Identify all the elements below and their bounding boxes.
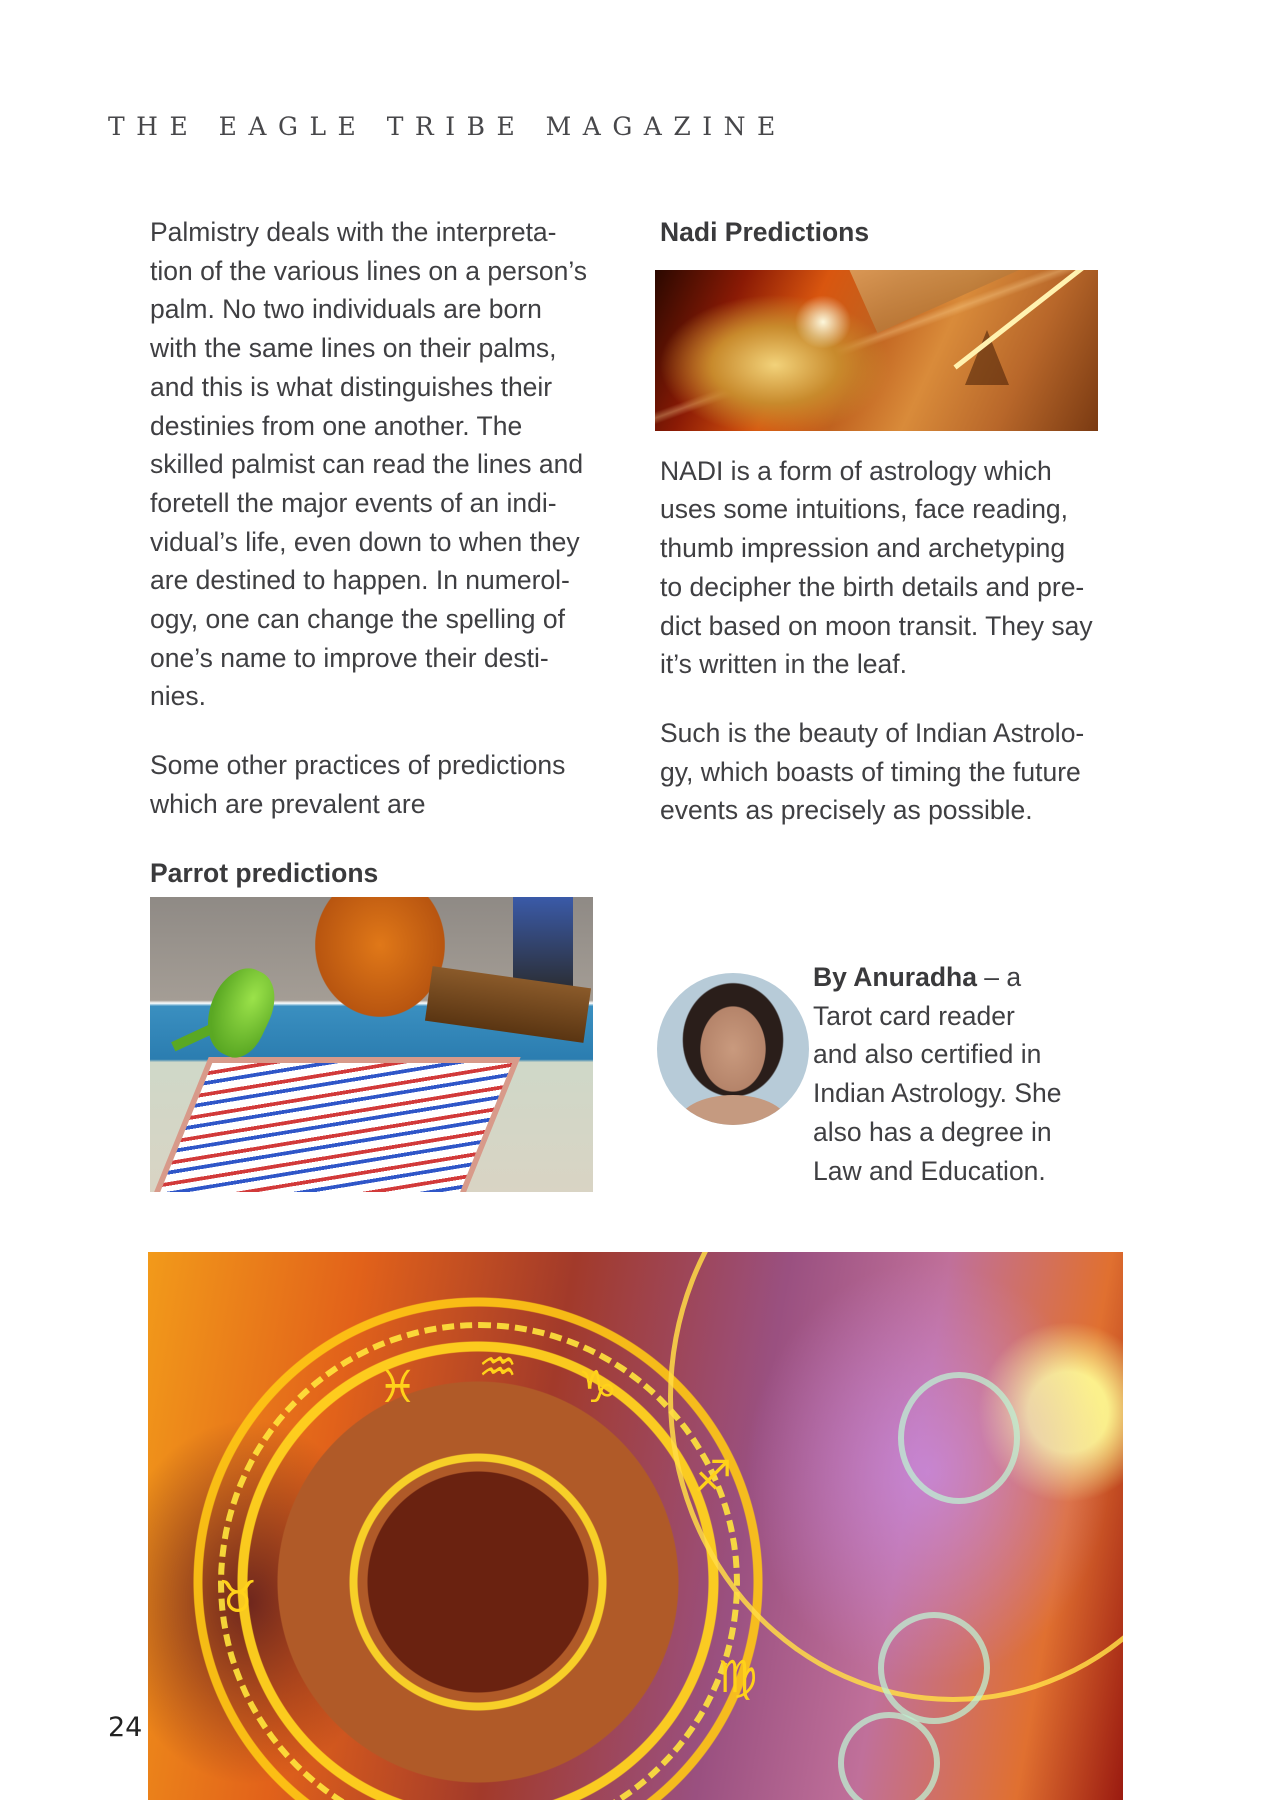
bio-lead: – a — [976, 962, 1022, 992]
text-line: vidual’s life, even down to when they — [150, 526, 580, 557]
bio-line: Law and Education. — [813, 1155, 1046, 1186]
bio-line: and also certified in — [813, 1039, 1042, 1070]
text-line: tion of the various lines on a person’s — [150, 255, 588, 286]
nadi-predictions-image — [655, 270, 1098, 431]
fortune-teller-figure — [315, 897, 445, 1017]
paragraph-gap — [150, 716, 620, 746]
nadi-paragraph — [660, 452, 1140, 684]
palmistry-paragraph — [150, 213, 620, 716]
text-line: Such is the beauty of Indian Astrolo- — [660, 717, 1085, 748]
bio-line: Tarot card reader — [813, 1000, 1015, 1031]
text-line: one’s name to improve their desti- — [150, 642, 549, 673]
fortune-cards — [151, 1057, 520, 1192]
text-line: palm. No two individuals are born — [150, 294, 542, 325]
text-line: Some other practices of predictions — [150, 750, 566, 781]
page-number: 24 — [108, 1712, 143, 1743]
glow-circle — [838, 1712, 940, 1800]
aquarius-glyph-icon: ♒ — [478, 1342, 518, 1393]
zodiac-ring — [218, 1322, 740, 1800]
palm-leaf — [845, 270, 1098, 333]
text-line: Palmistry deals with the interpreta- — [150, 217, 557, 247]
text-line: foretell the major events of an indi- — [150, 487, 557, 518]
author-bio — [813, 958, 1103, 1190]
text-line: are destined to happen. In numerol- — [150, 565, 570, 596]
text-line: and this is what distinguishes their — [150, 371, 553, 402]
text-line: destinies from one another. The — [150, 410, 523, 441]
practices-intro-paragraph — [150, 746, 620, 823]
pisces-glyph-icon: ♓ — [378, 1362, 418, 1413]
nadi-predictions-heading: Nadi Predictions — [660, 217, 870, 247]
indian-astrology-paragraph — [660, 714, 1140, 830]
left-column — [150, 213, 620, 892]
text-line: events as precisely as possible. — [660, 795, 1033, 826]
text-line: it’s written in the leaf. — [660, 649, 907, 680]
text-line: with the same lines on their palms, — [150, 333, 557, 364]
author-avatar — [657, 973, 809, 1125]
parrot-predictions-heading: Parrot predictions — [150, 857, 379, 888]
taurus-glyph-icon: ♉ — [218, 1572, 258, 1623]
glow-circle — [898, 1372, 1020, 1504]
text-line: nies. — [150, 681, 206, 712]
virgo-glyph-icon: ♍ — [718, 1652, 758, 1703]
paragraph-gap — [150, 824, 620, 854]
text-line: NADI is a form of astrology which — [660, 455, 1052, 486]
text-line: skilled palmist can read the lines and — [150, 449, 584, 480]
text-line: dict based on moon transit. They say — [660, 610, 1093, 641]
text-line: uses some intuitions, face reading, — [660, 494, 1069, 525]
magazine-masthead: THE EAGLE TRIBE MAGAZINE — [108, 112, 787, 141]
text-line: thumb impression and archetyping — [660, 533, 1066, 564]
text-line: gy, which boasts of timing the future — [660, 756, 1081, 787]
text-line: to decipher the birth details and pre- — [660, 571, 1085, 602]
text-line: which are prevalent are — [150, 788, 426, 819]
glow-circle — [878, 1612, 990, 1724]
paragraph-gap — [660, 684, 1140, 714]
parrot-figure — [194, 959, 286, 1066]
zodiac-wheel-image — [148, 1252, 1123, 1800]
text-line: ogy, one can change the spelling of — [150, 604, 565, 635]
bio-line: Indian Astrology. She — [813, 1078, 1062, 1109]
bio-line: also has a degree in — [813, 1116, 1052, 1147]
sagittarius-glyph-icon: ♐ — [693, 1452, 733, 1503]
avatar-shoulders — [677, 1095, 789, 1125]
author-byline: By Anuradha — [813, 962, 977, 992]
capricorn-glyph-icon: ♑ — [578, 1362, 618, 1413]
parrot-predictions-image — [150, 897, 593, 1192]
